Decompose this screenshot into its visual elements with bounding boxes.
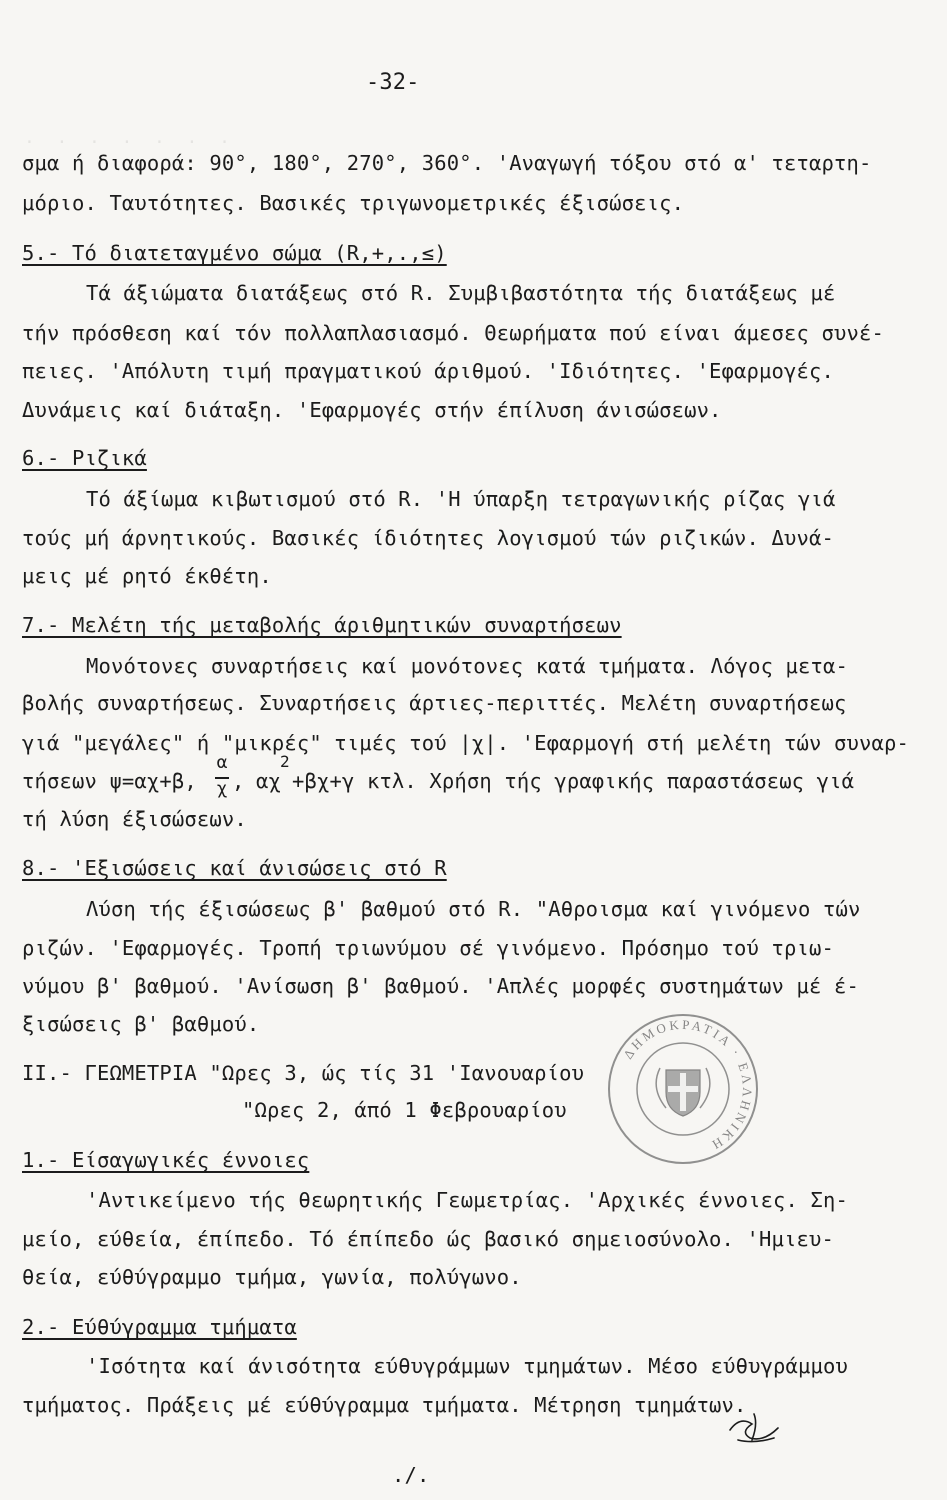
text-line: +βχ+γ κτλ. Χρήση τής γραφικής παραστάσεως γιά	[292, 769, 855, 793]
signature-mark	[720, 1408, 790, 1458]
section-heading	[22, 855, 447, 881]
text-line: σμα ή διαφορά: 90°, 180°, 270°, 360°. 'Αναγωγή τόξου στό α' τεταρτη-	[22, 151, 872, 175]
text-line: μείο, εύθεία, έπίπεδο. Τό έπίπεδο ώς βασικό σημειοσύνολο. 'Ημιευ-	[22, 1227, 834, 1251]
text-line: θεία, εύθύγραμμο τμήμα, γωνία, πολύγωνο.	[22, 1265, 522, 1289]
part-heading: ΙΙ.- ΓΕΩΜΕΤΡΙΑ "Ωρες 3, ώς τίς 31 'Ιανουαρίου	[22, 1061, 585, 1085]
text-line: νύμου β' βαθμού. 'Ανίσωση β' βαθμού. 'Απλές μορφές συστημάτων μέ έ-	[22, 974, 859, 998]
section-heading	[22, 1314, 297, 1340]
text-line: τμήματος. Πράξεις μέ εύθύγραμμα τμήματα. Μέτρηση τμημάτων.	[22, 1393, 747, 1417]
text-line: 'Αντικείμενο τής θεωρητικής Γεωμετρίας. 'Αρχικές έννοιες. Ση-	[86, 1188, 849, 1212]
text-line: ,	[232, 769, 257, 793]
heading-text: 2.- Εύθύγραμμα τμήματα	[22, 1315, 297, 1339]
text-line: τήν πρόσθεση καί τόν πολλαπλασιασμό. Θεωρήματα πού είναι άμεσες συνέ-	[22, 321, 884, 345]
heading-text: 1.- Είσαγωγικές έννοιες	[22, 1148, 310, 1172]
text-line: ριζών. 'Εφαρμογές. Τροπή τριωνύμου σέ γινόμενο. Πρόσημο τού τριω-	[22, 936, 834, 960]
page-number: -32-	[366, 70, 420, 95]
coat-of-arms-icon	[656, 1068, 710, 1116]
heading-text: 8.- 'Εξισώσεις καί άνισώσεις στό R	[22, 856, 447, 880]
text-line: πειες. 'Απόλυτη τιμή πραγματικού άριθμού. 'Ιδιότητες. 'Εφαρμογές.	[22, 359, 834, 383]
text-line: ξισώσεις β' βαθμού.	[22, 1012, 260, 1036]
text-line: μόριο. Ταυτότητες. Βασικές τριγωνομετρικές έξισώσεις.	[22, 191, 685, 215]
fraction-denominator: χ	[216, 778, 228, 799]
text-line: Τό άξίωμα κιβωτισμού στό R. 'Η ύπαρξη τετραγωνικής ρίζας γιά	[86, 487, 836, 511]
text-line: τήσεων ψ=αχ+β,	[22, 769, 197, 793]
heading-text: 6.- Ριζικά	[22, 446, 147, 470]
continuation-mark: ./.	[392, 1463, 430, 1487]
text-line: γιά "μεγάλες" ή "μικρές" τιμές τού |χ|. 'Εφαρμογή στή μελέτη τών συναρ-	[22, 731, 909, 755]
text-line: Λύση τής έξισώσεως β' βαθμού στό R. "Αθροισμα καί γινόμενο τών	[86, 897, 861, 921]
text-line: Μονότονες συναρτήσεις καί μονότονες κατά τμήματα. Λόγος μετα-	[86, 654, 849, 678]
show-through: · · · · · · ·	[24, 132, 230, 153]
text-line: τούς μή άρνητικούς. Βασικές ίδιότητες λογισμού τών ριζικών. Δυνά-	[22, 526, 834, 550]
official-seal	[604, 1010, 762, 1168]
fraction-numerator: α	[216, 752, 228, 773]
heading-text: 7.- Μελέτη τής μεταβολής άριθμητικών συναρτήσεων	[22, 613, 622, 637]
text-line: Τά άξιώματα διατάξεως στό R. Συμβιβαστότητα τής διατάξεως μέ	[86, 281, 836, 305]
exponent: 2	[280, 752, 290, 771]
section-heading	[22, 445, 147, 471]
text-line: βολής συναρτήσεως. Συναρτήσεις άρτιες-περιττές. Μελέτη συναρτήσεως	[22, 691, 847, 715]
text-line: "Ωρες 2, άπό 1 Φεβρουαρίου	[242, 1098, 567, 1122]
section-heading	[22, 1147, 309, 1173]
section-heading	[22, 240, 447, 266]
text-line: 'Ισότητα καί άνισότητα εύθυγράμμων τμημάτων. Μέσο εύθυγράμμου	[86, 1354, 849, 1378]
svg-text:ΔΗΜΟΚΡΑΤΙΑ · ΕΛΛΗΝΙΚΗ: ΔΗΜΟΚΡΑΤΙΑ · ΕΛΛΗΝΙΚΗ	[620, 1016, 756, 1154]
text-line: Δυνάμεις καί διάταξη. 'Εφαρμογές στήν έπίλυση άνισώσεων.	[22, 398, 722, 422]
formula-term: αχ	[256, 769, 281, 793]
text-line: τή λύση έξισώσεων.	[22, 807, 247, 831]
heading-text: 5.- Τό διατεταγμένο σώμα (R,+,.,≤)	[22, 241, 447, 265]
text-line: μεις μέ ρητό έκθέτη.	[22, 564, 272, 588]
section-heading	[22, 612, 622, 638]
